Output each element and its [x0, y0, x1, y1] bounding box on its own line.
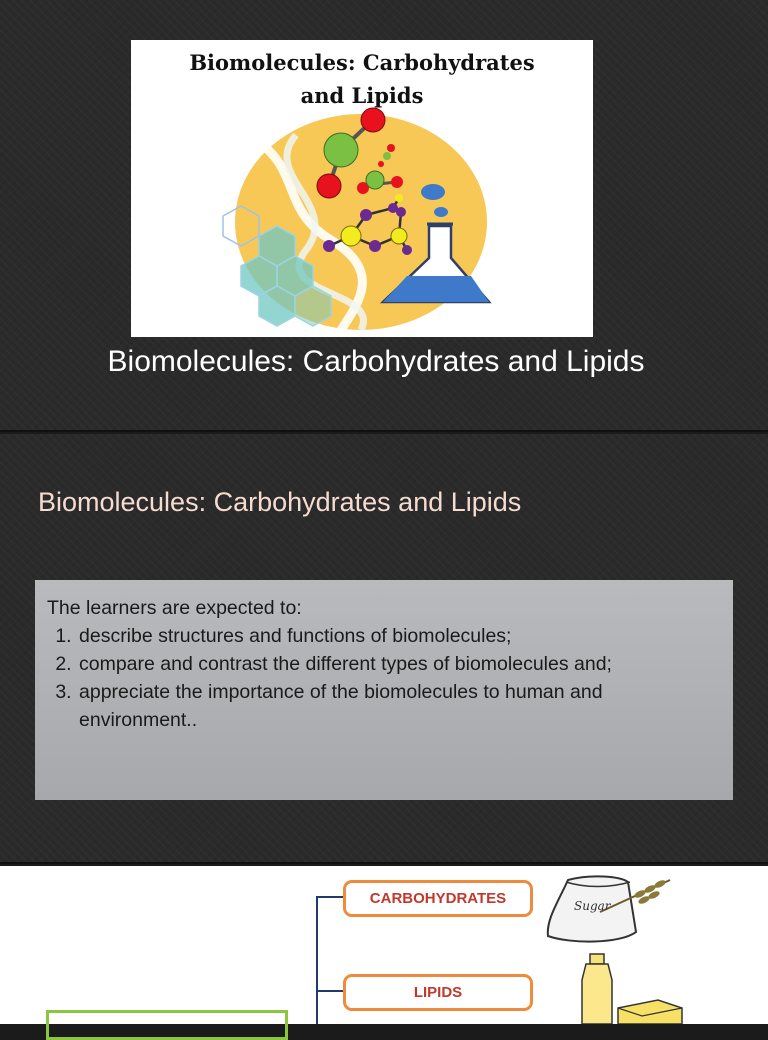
objective-item: 1. describe structures and functions of biomolecules;: [77, 622, 721, 650]
topic-box: [46, 1010, 288, 1040]
title-illustration: [131, 40, 593, 337]
illustration-title: [131, 46, 593, 112]
sugar-sack-icon: [540, 872, 680, 948]
illustration-title-line-2: and Lipids: [300, 83, 424, 108]
objectives-box: [35, 580, 733, 800]
objective-item: 3. appreciate the importance of the biomolecules to human and environment..: [77, 678, 721, 734]
objective-item: 2. compare and contrast the different types of biomolecules and;: [77, 650, 721, 678]
oil-and-butter-icon: [578, 950, 688, 1024]
sugar-label: Sugar: [574, 899, 611, 913]
connector-lipids: [316, 990, 344, 992]
illustration-title-line-1: Biomolecules: Carbohydrates: [189, 50, 535, 75]
category-carbohydrates: CARBOHYDRATES: [343, 880, 533, 917]
objectives-list: [47, 622, 721, 734]
objectives-intro: The learners are expected to:: [47, 597, 302, 619]
concept-map-connector: [316, 896, 318, 1024]
slide-title: Biomolecules: Carbohydrates and Lipids: [107, 345, 645, 378]
objectives-slide-title: Biomolecules: Carbohydrates and Lipids: [38, 487, 522, 517]
connector-carbohydrates: [316, 896, 344, 898]
category-lipids: LIPIDS: [343, 974, 533, 1011]
